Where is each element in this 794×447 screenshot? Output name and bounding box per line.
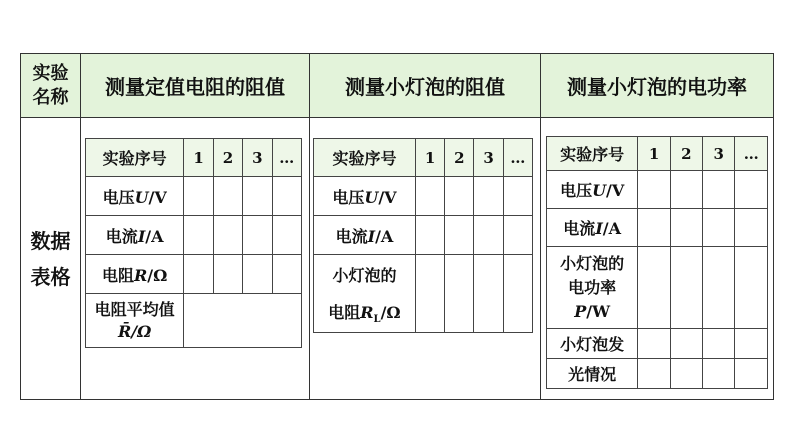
data-cell[interactable] bbox=[503, 216, 532, 255]
table-head-cell: … bbox=[272, 139, 301, 177]
data-cell[interactable] bbox=[184, 177, 213, 216]
power-label-line2: 电功率 bbox=[568, 277, 617, 297]
average-value-cell[interactable] bbox=[184, 294, 302, 348]
data-cell[interactable] bbox=[415, 177, 444, 216]
header-label-cell bbox=[21, 54, 80, 117]
data-cell[interactable] bbox=[213, 255, 242, 294]
table-head-cell: 1 bbox=[415, 139, 444, 177]
row-label-light-line2: 光情况 bbox=[547, 359, 638, 389]
data-cell[interactable] bbox=[735, 247, 768, 329]
header-label-line1: 实验 bbox=[32, 62, 69, 84]
data-cell[interactable] bbox=[670, 247, 702, 329]
data-cell[interactable] bbox=[415, 255, 444, 333]
data-cell[interactable] bbox=[670, 171, 702, 209]
data-table-lamp-power bbox=[546, 136, 768, 389]
table-row bbox=[547, 137, 768, 171]
data-cell[interactable] bbox=[638, 209, 670, 247]
experiment-table bbox=[20, 53, 774, 400]
data-cell[interactable] bbox=[735, 329, 768, 359]
data-cell[interactable] bbox=[272, 177, 301, 216]
table-row bbox=[547, 247, 768, 329]
power-label-line1: 小灯泡的 bbox=[560, 253, 625, 273]
data-cell[interactable] bbox=[735, 209, 768, 247]
table-row bbox=[547, 209, 768, 247]
table-row bbox=[86, 255, 302, 294]
lamp-resistance-label-line2: 电阻$R_L/\Omega$ bbox=[314, 294, 416, 333]
table-head-cell: 3 bbox=[243, 139, 272, 177]
table-head-cell: 1 bbox=[638, 137, 670, 171]
data-cell[interactable] bbox=[415, 216, 444, 255]
table-row bbox=[314, 177, 533, 216]
table-row bbox=[86, 294, 302, 348]
table-head-cell: 2 bbox=[670, 137, 702, 171]
row-label-light-line1: 小灯泡发 bbox=[547, 329, 638, 359]
table-row bbox=[314, 216, 533, 255]
header-col-lamp-power: 测量小灯泡的电功率 bbox=[567, 75, 747, 99]
data-cell[interactable] bbox=[272, 255, 301, 294]
avg-label-line1: 电阻平均值 bbox=[94, 299, 175, 319]
power-label-line3: P/W bbox=[574, 301, 611, 321]
table-row bbox=[547, 359, 768, 389]
table-head-cell: 2 bbox=[445, 139, 474, 177]
data-cell[interactable] bbox=[670, 359, 702, 389]
data-cell[interactable] bbox=[503, 255, 532, 333]
data-cell[interactable] bbox=[703, 171, 735, 209]
table-head-cell: 实验序号 bbox=[86, 139, 184, 177]
table-head-cell: … bbox=[503, 139, 532, 177]
table-head-cell: 2 bbox=[213, 139, 242, 177]
data-cell[interactable] bbox=[638, 329, 670, 359]
data-cell[interactable] bbox=[670, 329, 702, 359]
row-label-average-resistance bbox=[86, 294, 184, 348]
table-row bbox=[314, 255, 533, 294]
data-cell[interactable] bbox=[243, 216, 272, 255]
row-label-data-table bbox=[21, 118, 80, 399]
table-head-cell: 1 bbox=[184, 139, 213, 177]
data-cell[interactable] bbox=[703, 329, 735, 359]
data-cell[interactable] bbox=[503, 177, 532, 216]
data-cell[interactable] bbox=[474, 216, 503, 255]
data-cell[interactable] bbox=[703, 359, 735, 389]
table-row bbox=[547, 171, 768, 209]
table-head-cell: 3 bbox=[474, 139, 503, 177]
data-table-fixed-resistor bbox=[85, 138, 302, 348]
table-head-cell: 3 bbox=[703, 137, 735, 171]
data-cell[interactable] bbox=[670, 209, 702, 247]
data-cell[interactable] bbox=[474, 177, 503, 216]
data-cell[interactable] bbox=[243, 177, 272, 216]
row-label-current: 电流I/A bbox=[314, 216, 416, 255]
header-col-fixed-resistor: 测量定值电阻的阻值 bbox=[105, 75, 285, 99]
data-cell[interactable] bbox=[184, 216, 213, 255]
data-cell[interactable] bbox=[184, 255, 213, 294]
table-row bbox=[86, 177, 302, 216]
row-label-voltage: 电压U/V bbox=[314, 177, 416, 216]
data-cell[interactable] bbox=[243, 255, 272, 294]
data-cell[interactable] bbox=[445, 177, 474, 216]
data-cell[interactable] bbox=[638, 247, 670, 329]
data-cell[interactable] bbox=[703, 247, 735, 329]
lamp-resistance-label-line1: 小灯泡的 bbox=[314, 255, 416, 294]
data-cell[interactable] bbox=[213, 216, 242, 255]
row-label-voltage: 电压U/V bbox=[86, 177, 184, 216]
data-cell[interactable] bbox=[638, 359, 670, 389]
table-head-cell: 实验序号 bbox=[314, 139, 416, 177]
row-label-current: 电流I/A bbox=[547, 209, 638, 247]
data-cell[interactable] bbox=[213, 177, 242, 216]
row-label-voltage: 电压U/V bbox=[547, 171, 638, 209]
row-label-line1: 数据 bbox=[30, 228, 71, 253]
data-cell[interactable] bbox=[445, 216, 474, 255]
table-head-cell: … bbox=[735, 137, 768, 171]
data-cell[interactable] bbox=[703, 209, 735, 247]
table-row bbox=[86, 216, 302, 255]
data-cell[interactable] bbox=[638, 171, 670, 209]
data-table-lamp-resistance bbox=[313, 138, 533, 333]
data-cell[interactable] bbox=[735, 171, 768, 209]
row-label-power bbox=[547, 247, 638, 329]
row-label-line2: 表格 bbox=[30, 264, 71, 289]
data-cell[interactable] bbox=[272, 216, 301, 255]
avg-label-line2: R̄/Ω bbox=[117, 321, 152, 341]
table-row bbox=[547, 329, 768, 359]
data-cell[interactable] bbox=[474, 255, 503, 333]
data-cell[interactable] bbox=[445, 255, 474, 333]
row-label-current: 电流I/A bbox=[86, 216, 184, 255]
table-head-cell: 实验序号 bbox=[547, 137, 638, 171]
header-label-line2: 名称 bbox=[32, 86, 69, 108]
data-cell[interactable] bbox=[735, 359, 768, 389]
table-row bbox=[314, 139, 533, 177]
header-col-lamp-resistance: 测量小灯泡的阻值 bbox=[345, 75, 505, 99]
table-row bbox=[86, 139, 302, 177]
row-label-resistance: 电阻R/Ω bbox=[86, 255, 184, 294]
